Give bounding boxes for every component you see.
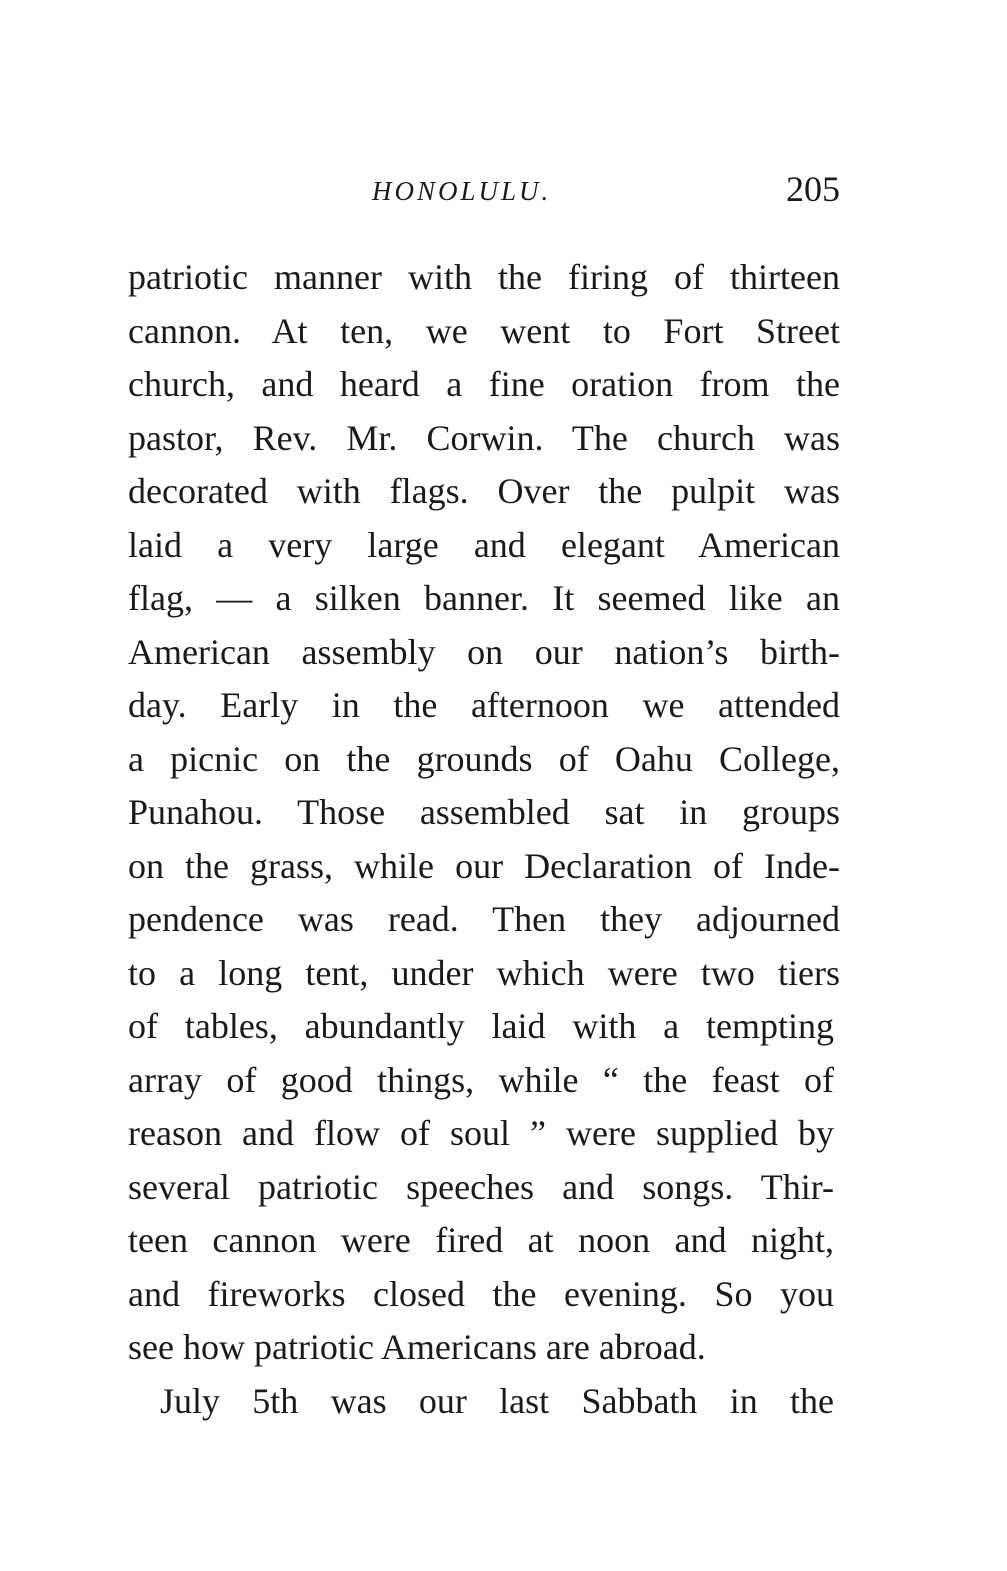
- text-line: decorated with flags. Over the pulpit was: [128, 471, 840, 511]
- text-line: a picnic on the grounds of Oahu College,: [128, 738, 840, 779]
- text-line: and fireworks closed the evening. So you: [128, 1273, 834, 1314]
- running-head: [128, 168, 840, 218]
- text-line: flag, — a silken banner. It seemed like an: [128, 578, 840, 618]
- text-line: several patriotic speeches and songs. Thir-: [128, 1166, 834, 1207]
- text-line: see how patriotic Americans are abroad.: [128, 1327, 706, 1367]
- running-title: HONOLULU.: [372, 176, 552, 206]
- text-line: on the grass, while our Declaration of Inde-: [128, 845, 840, 886]
- text-line: Punahou. Those assembled sat in groups: [128, 792, 840, 832]
- page-number: 205: [786, 169, 840, 209]
- text-line: American assembly on our nation’s birth-: [128, 631, 840, 672]
- text-line: July 5th was our last Sabbath in the: [160, 1380, 834, 1421]
- body-text: [128, 251, 840, 1428]
- text-line: to a long tent, under which were two tiers: [128, 952, 840, 993]
- text-line: of tables, abundantly laid with a tempting: [128, 1006, 834, 1046]
- text-line: pastor, Rev. Mr. Corwin. The church was: [128, 417, 840, 458]
- text-line: cannon. At ten, we went to Fort Street: [128, 310, 840, 351]
- text-line: day. Early in the afternoon we attended: [128, 685, 840, 725]
- text-line: teen cannon were fired at noon and night,: [128, 1220, 834, 1260]
- text-line: pendence was read. Then they adjourned: [128, 899, 840, 939]
- text-line: laid a very large and elegant American: [128, 524, 840, 565]
- text-line: reason and flow of soul ” were supplied by: [128, 1113, 834, 1153]
- text-line: church, and heard a fine oration from the: [128, 364, 840, 404]
- text-line: array of good things, while “ the feast of: [128, 1059, 834, 1100]
- text-line: patriotic manner with the firing of thirteen: [128, 257, 840, 297]
